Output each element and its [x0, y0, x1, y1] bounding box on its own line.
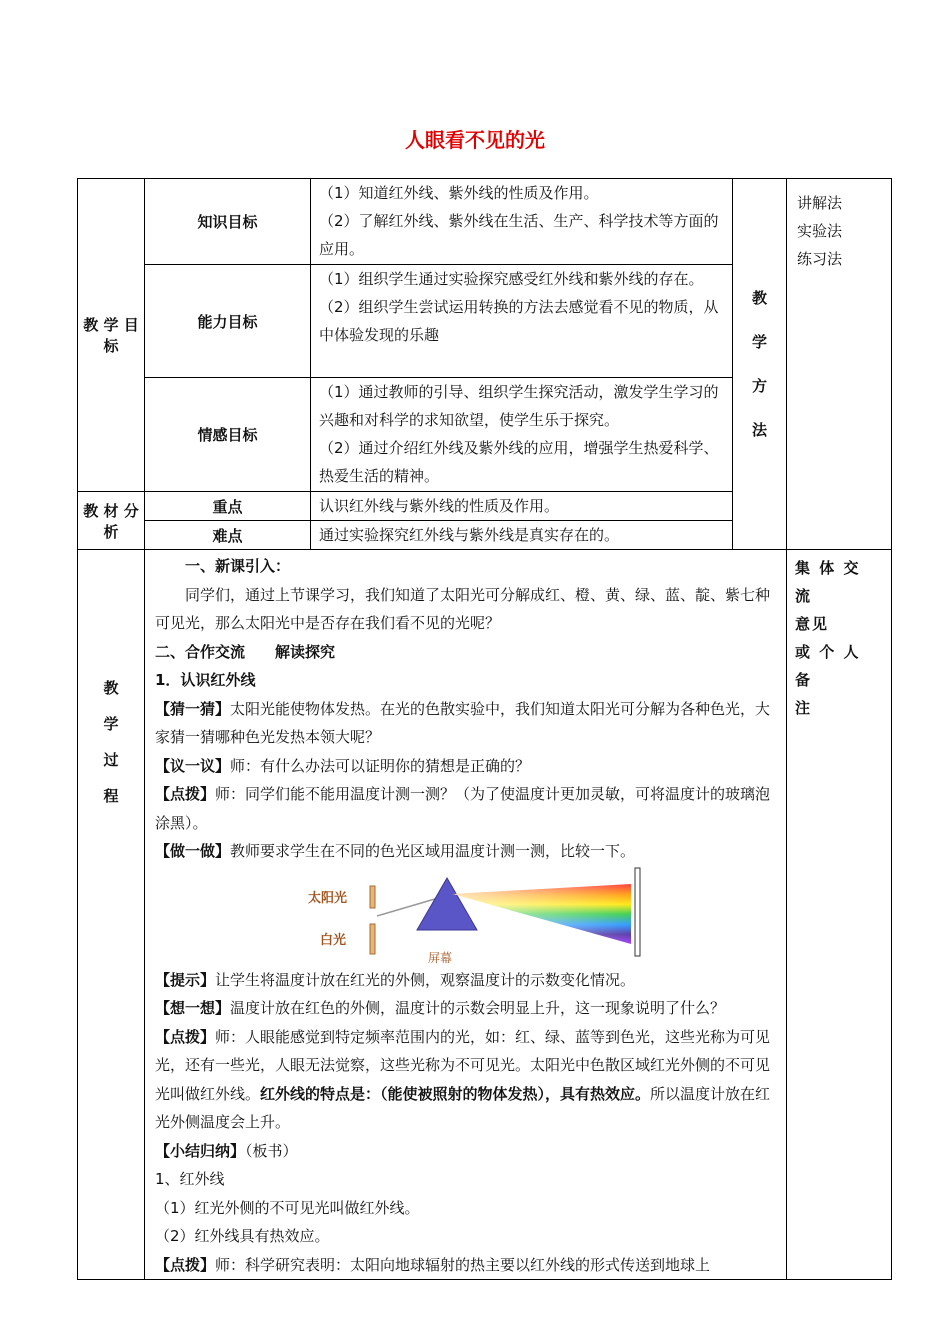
lesson-plan-table [77, 178, 892, 1280]
emotion-label: 情感目标 [145, 378, 311, 492]
hard-label: 难点 [145, 521, 311, 550]
key-label: 重点 [145, 492, 311, 521]
ability-content: （1）组织学生通过实验探究感受红外线和紫外线的存在。 （2）组织学生尝试运用转换的方法去感觉看不见的物质，从中体验发现的乐趣 [311, 265, 733, 378]
label-white: 白光 [320, 932, 347, 948]
hard-content: 通过实验探究红外线与紫外线是真实存在的。 [311, 521, 733, 550]
process-label: 教 学 过 程 [78, 550, 145, 1280]
screen [635, 868, 640, 956]
label-sun: 太阳光 [308, 890, 348, 906]
slit-bottom [370, 924, 375, 954]
analysis-group-label: 教 材 分 析 [78, 492, 145, 550]
page-title: 人眼看不见的光 [405, 128, 545, 152]
process-content: 一、新课引入： 同学们，通过上节课学习，我们知道了太阳光可分解成红、橙、黄、绿、蓝、靛、紫七种可见光，那么太阳光中是否存在我们看不见的光呢？ 二、合作交流 解读探究 1．认识红外线 【猜一猜】太阳光能使物体发热。在光的色散实验中，我们知道太阳光可分解为各种色光，大家猜一猜哪种色光发热本领大呢？ 【议一议】师：有什么办法可以证明你的猜想是正确的？ 【点拨】师：同学们能不能用温度计测一测？（为了使温度计更加灵敏，可将温度计的玻璃泡涂黑）。 【做一做】教师要求学生在不同的色光区域用温度计测一测，比较一下。 太阳光 白光 屏幕 【提示】让学生将温度计放在红光的外侧，观察温度计的示数变化情况。 【想一想】温度计放在红色的外侧，温度计的示数会明显上升，这一现象说明了什么？ 【点拨】师：人眼能感觉到特定频率范围内的光，如：红、绿、蓝等到色光，这些光称为可见光，还有一些光，人眼无法觉察，这些光称为不可见光。太阳光中色散区域红光外侧的不可见光叫做红外线。红外线的特点是：（能使被照射的物体发热），具有热效应。所以温度计放在红光外侧温度会上升。 【小结归纳】（板书） 1、红外线 （1）红光外侧的不可见光叫做红外线。 （2）红外线具有热效应。 【点拨】师：科学研究表明：太阳向地球辐射的热主要以红外线的形式传送到地球上 [145, 550, 787, 1280]
slit-top [370, 886, 375, 908]
prism [417, 878, 477, 930]
spectrum-fade [453, 884, 631, 944]
prism-figure [155, 866, 780, 966]
method-header: 教 学 方 法 [733, 179, 787, 550]
note-column: 集 体 交 流 意见 或 个 人 备 注 [787, 550, 892, 1280]
objectives-group-label: 教 学 目 标 [78, 179, 145, 492]
key-content: 认识红外线与紫外线的性质及作用。 [311, 492, 733, 521]
knowledge-content: （1）知道红外线、紫外线的性质及作用。 （2）了解红外线、紫外线在生活、生产、科学技术等方面的应用。 [311, 179, 733, 265]
knowledge-label: 知识目标 [145, 179, 311, 265]
methods-list: 讲解法 实验法 练习法 [787, 179, 892, 550]
emotion-content: （1）通过教师的引导、组织学生探究活动，激发学生学习的兴趣和对科学的求知欲望，使学生乐于探究。 （2）通过介绍红外线及紫外线的应用，增强学生热爱科学、热爱生活的精神。 [311, 378, 733, 492]
ability-label: 能力目标 [145, 265, 311, 378]
label-screen: 屏幕 [428, 950, 453, 965]
